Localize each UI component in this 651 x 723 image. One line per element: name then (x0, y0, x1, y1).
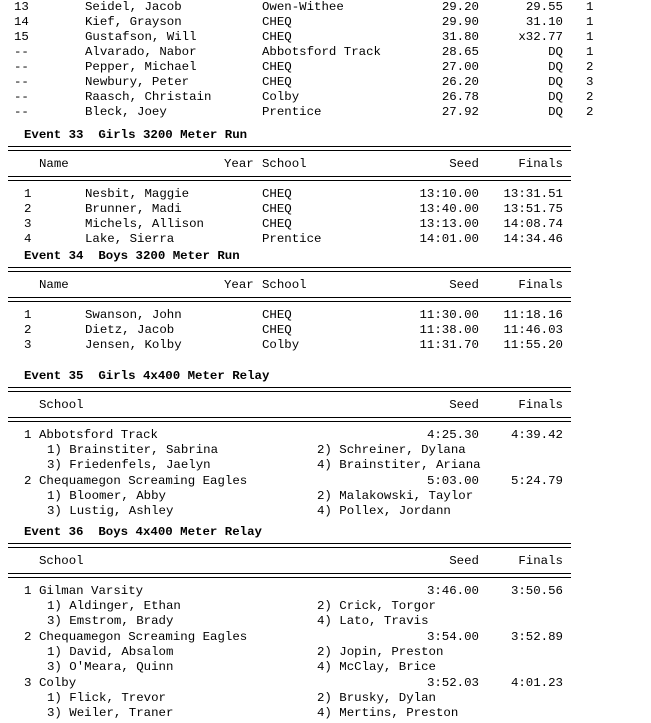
col-header-seed: Seed (449, 398, 479, 412)
place: 3 (24, 338, 32, 352)
place: -- (14, 45, 29, 59)
final-time: 3:50.56 (510, 584, 563, 598)
final-time: DQ (548, 45, 563, 59)
col-header-seed: Seed (449, 278, 479, 292)
athlete-name: Bleck, Joey (85, 105, 167, 119)
col-header-school: School (262, 157, 307, 171)
heat: 1 (586, 45, 594, 59)
place: 2 (24, 202, 32, 216)
col-header-seed: Seed (449, 554, 479, 568)
place: 1 (24, 308, 32, 322)
place: 1 (24, 187, 32, 201)
place: 14 (14, 15, 29, 29)
relay-runner: 2) Crick, Torgor (317, 599, 436, 613)
place: -- (14, 90, 29, 104)
event-title: Event 34 Boys 3200 Meter Run (24, 249, 240, 263)
final-time: 14:34.46 (503, 232, 563, 246)
athlete-name: Dietz, Jacob (85, 323, 175, 337)
place: 2 (24, 323, 32, 337)
seed-time: 13:40.00 (419, 202, 479, 216)
event-title: Event 36 Boys 4x400 Meter Relay (24, 525, 262, 539)
school: CHEQ (262, 202, 292, 216)
final-time: x32.77 (518, 30, 563, 44)
place: -- (14, 60, 29, 74)
col-header-school: School (262, 278, 307, 292)
place: -- (14, 75, 29, 89)
relay-runner: 3) Weiler, Traner (47, 706, 174, 720)
place: 2 (24, 474, 32, 488)
school: Colby (262, 338, 300, 352)
school: CHEQ (262, 323, 292, 337)
relay-runner: 2) Malakowski, Taylor (317, 489, 474, 503)
seed-time: 14:01.00 (419, 232, 479, 246)
event-title: Event 33 Girls 3200 Meter Run (24, 128, 248, 142)
relay-runner: 4) Pollex, Jordann (317, 504, 451, 518)
seed-time: 3:46.00 (426, 584, 479, 598)
final-time: 11:55.20 (503, 338, 563, 352)
col-header-school: School (39, 554, 84, 568)
final-time: 29.55 (525, 0, 563, 14)
separator-line (8, 573, 571, 578)
final-time: DQ (548, 60, 563, 74)
final-time: DQ (548, 90, 563, 104)
athlete-name: Jensen, Kolby (85, 338, 182, 352)
final-time: 4:01.23 (510, 676, 563, 690)
place: 4 (24, 232, 32, 246)
school: CHEQ (262, 308, 292, 322)
school: Abbotsford Track (262, 45, 381, 59)
school: CHEQ (262, 217, 292, 231)
athlete-name: Seidel, Jacob (85, 0, 182, 14)
athlete-name: Kief, Grayson (85, 15, 182, 29)
col-header-finals: Finals (518, 398, 563, 412)
relay-runner: 4) Brainstiter, Ariana (317, 458, 481, 472)
relay-runner: 4) McClay, Brice (317, 660, 436, 674)
relay-runner: 3) Friedenfels, Jaelyn (47, 458, 211, 472)
col-header-school: School (39, 398, 84, 412)
athlete-name: Gustafson, Will (85, 30, 197, 44)
athlete-name: Michels, Allison (85, 217, 204, 231)
seed-time: 26.78 (441, 90, 479, 104)
seed-time: 13:13.00 (419, 217, 479, 231)
separator-line (8, 387, 571, 392)
col-header-finals: Finals (518, 278, 563, 292)
col-header-finals: Finals (518, 157, 563, 171)
col-header-year: Year (224, 278, 254, 292)
relay-runner: 1) Bloomer, Abby (47, 489, 166, 503)
seed-time: 11:30.00 (419, 308, 479, 322)
school: CHEQ (262, 15, 292, 29)
col-header-year: Year (224, 157, 254, 171)
seed-time: 29.90 (441, 15, 479, 29)
athlete-name: Pepper, Michael (85, 60, 197, 74)
heat: 2 (586, 105, 594, 119)
relay-runner: 1) Flick, Trevor (47, 691, 166, 705)
school: CHEQ (262, 187, 292, 201)
school: CHEQ (262, 30, 292, 44)
heat: 2 (586, 90, 594, 104)
school: CHEQ (262, 60, 292, 74)
col-header-name: Name (39, 278, 69, 292)
athlete-name: Alvarado, Nabor (85, 45, 197, 59)
col-header-name: Name (39, 157, 69, 171)
seed-time: 3:52.03 (426, 676, 479, 690)
athlete-name: Newbury, Peter (85, 75, 190, 89)
seed-time: 11:31.70 (419, 338, 479, 352)
final-time: DQ (548, 105, 563, 119)
relay-runner: 4) Mertins, Preston (317, 706, 459, 720)
place: 13 (14, 0, 29, 14)
seed-time: 31.80 (441, 30, 479, 44)
relay-runner: 3) O'Meara, Quinn (47, 660, 174, 674)
event-title: Event 35 Girls 4x400 Meter Relay (24, 369, 270, 383)
place: 15 (14, 30, 29, 44)
seed-time: 13:10.00 (419, 187, 479, 201)
place: 3 (24, 676, 32, 690)
separator-line (8, 543, 571, 548)
seed-time: 11:38.00 (419, 323, 479, 337)
final-time: 11:46.03 (503, 323, 563, 337)
separator-line (8, 146, 571, 151)
seed-time: 4:25.30 (426, 428, 479, 442)
athlete-name: Brunner, Madi (85, 202, 182, 216)
place: 1 (24, 584, 32, 598)
relay-team: Chequamegon Screaming Eagles (39, 474, 248, 488)
athlete-name: Swanson, John (85, 308, 182, 322)
relay-runner: 2) Brusky, Dylan (317, 691, 436, 705)
seed-time: 27.00 (441, 60, 479, 74)
separator-line (8, 297, 571, 302)
athlete-name: Lake, Sierra (85, 232, 175, 246)
place: -- (14, 105, 29, 119)
place: 2 (24, 630, 32, 644)
school: Prentice (262, 105, 322, 119)
school: Prentice (262, 232, 322, 246)
school: Colby (262, 90, 300, 104)
final-time: 3:52.89 (510, 630, 563, 644)
separator-line (8, 417, 571, 422)
athlete-name: Nesbit, Maggie (85, 187, 190, 201)
relay-runner: 3) Emstrom, Brady (47, 614, 174, 628)
school: CHEQ (262, 75, 292, 89)
relay-runner: 2) Schreiner, Dylana (317, 443, 466, 457)
athlete-name: Raasch, Christain (85, 90, 212, 104)
relay-runner: 2) Jopin, Preston (317, 645, 444, 659)
school: Owen-Withee (262, 0, 344, 14)
heat: 1 (586, 0, 594, 14)
relay-team: Abbotsford Track (39, 428, 158, 442)
final-time: 14:08.74 (503, 217, 563, 231)
seed-time: 29.20 (441, 0, 479, 14)
heat: 2 (586, 60, 594, 74)
final-time: DQ (548, 75, 563, 89)
heat: 1 (586, 15, 594, 29)
final-time: 31.10 (525, 15, 563, 29)
relay-runner: 4) Lato, Travis (317, 614, 429, 628)
relay-runner: 3) Lustig, Ashley (47, 504, 174, 518)
relay-team: Chequamegon Screaming Eagles (39, 630, 248, 644)
final-time: 4:39.42 (510, 428, 563, 442)
heat: 1 (586, 30, 594, 44)
place: 1 (24, 428, 32, 442)
separator-line (8, 176, 571, 181)
final-time: 13:51.75 (503, 202, 563, 216)
seed-time: 28.65 (441, 45, 479, 59)
relay-runner: 1) Brainstiter, Sabrina (47, 443, 219, 457)
seed-time: 27.92 (441, 105, 479, 119)
final-time: 11:18.16 (503, 308, 563, 322)
final-time: 13:31.51 (503, 187, 563, 201)
relay-runner: 1) Aldinger, Ethan (47, 599, 181, 613)
relay-team: Colby (39, 676, 77, 690)
relay-runner: 1) David, Absalom (47, 645, 174, 659)
seed-time: 26.20 (441, 75, 479, 89)
relay-team: Gilman Varsity (39, 584, 144, 598)
place: 3 (24, 217, 32, 231)
heat: 3 (586, 75, 594, 89)
seed-time: 3:54.00 (426, 630, 479, 644)
col-header-finals: Finals (518, 554, 563, 568)
final-time: 5:24.79 (510, 474, 563, 488)
seed-time: 5:03.00 (426, 474, 479, 488)
col-header-seed: Seed (449, 157, 479, 171)
separator-line (8, 267, 571, 272)
